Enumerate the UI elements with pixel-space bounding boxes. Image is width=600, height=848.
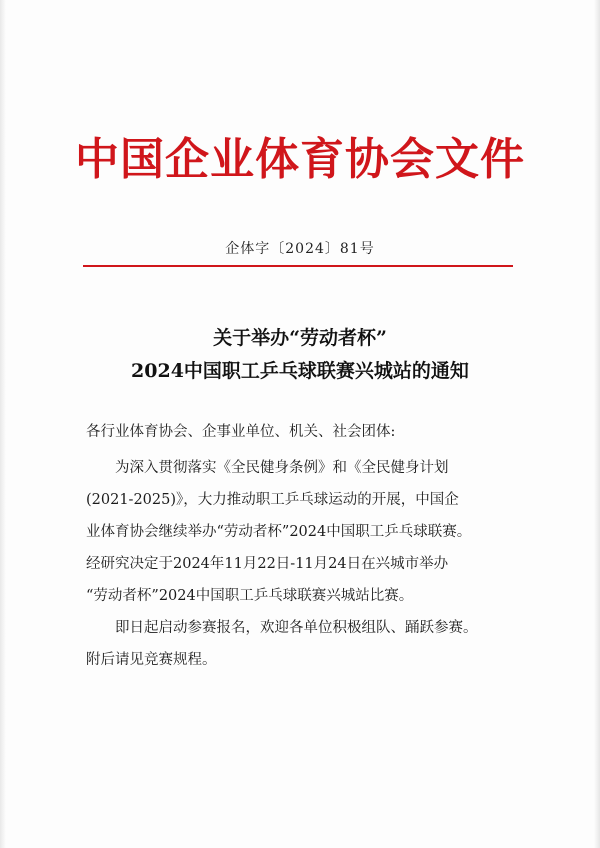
paragraph-1-line: 经研究决定于2024年11月22日-11月24日在兴城市举办 [86,556,449,572]
paragraph-2-line: 附后请见竞赛规程。 [86,652,217,668]
document-header-title: 中国企业体育协会文件 [75,134,525,185]
paragraph-1-line: 业体育协会继续举办“劳动者杯”2024中国职工乒乓球联赛。 [86,524,472,540]
notice-title-line-2: 2024中国职工乒乓球联赛兴城站的通知 [131,360,469,382]
paragraph-1-line: (2021-2025)》，大力推动职工乒乓球运动的开展，中国企 [86,492,459,508]
paragraph-2 [86,612,526,676]
scan-edge-right [594,0,600,848]
scan-edge-left [0,0,6,848]
paragraph-2-line: 即日起启动参赛报名，欢迎各单位积极组队、踊跃参赛。 [115,620,478,636]
document-number: 企体字〔2024〕81号 [225,241,375,257]
paragraph-1 [86,452,526,612]
notice-title-line-1: 关于举办“劳动者杯” [213,327,387,349]
paragraph-1-line: 为深入贯彻落实《全民健身条例》和《全民健身计划 [115,460,449,476]
addressee: 各行业体育协会、企事业单位、机关、社会团体: [86,424,396,440]
paragraph-1-line: “劳动者杯”2024中国职工乒乓球联赛兴城站比赛。 [86,588,414,604]
header-divider [83,265,513,267]
